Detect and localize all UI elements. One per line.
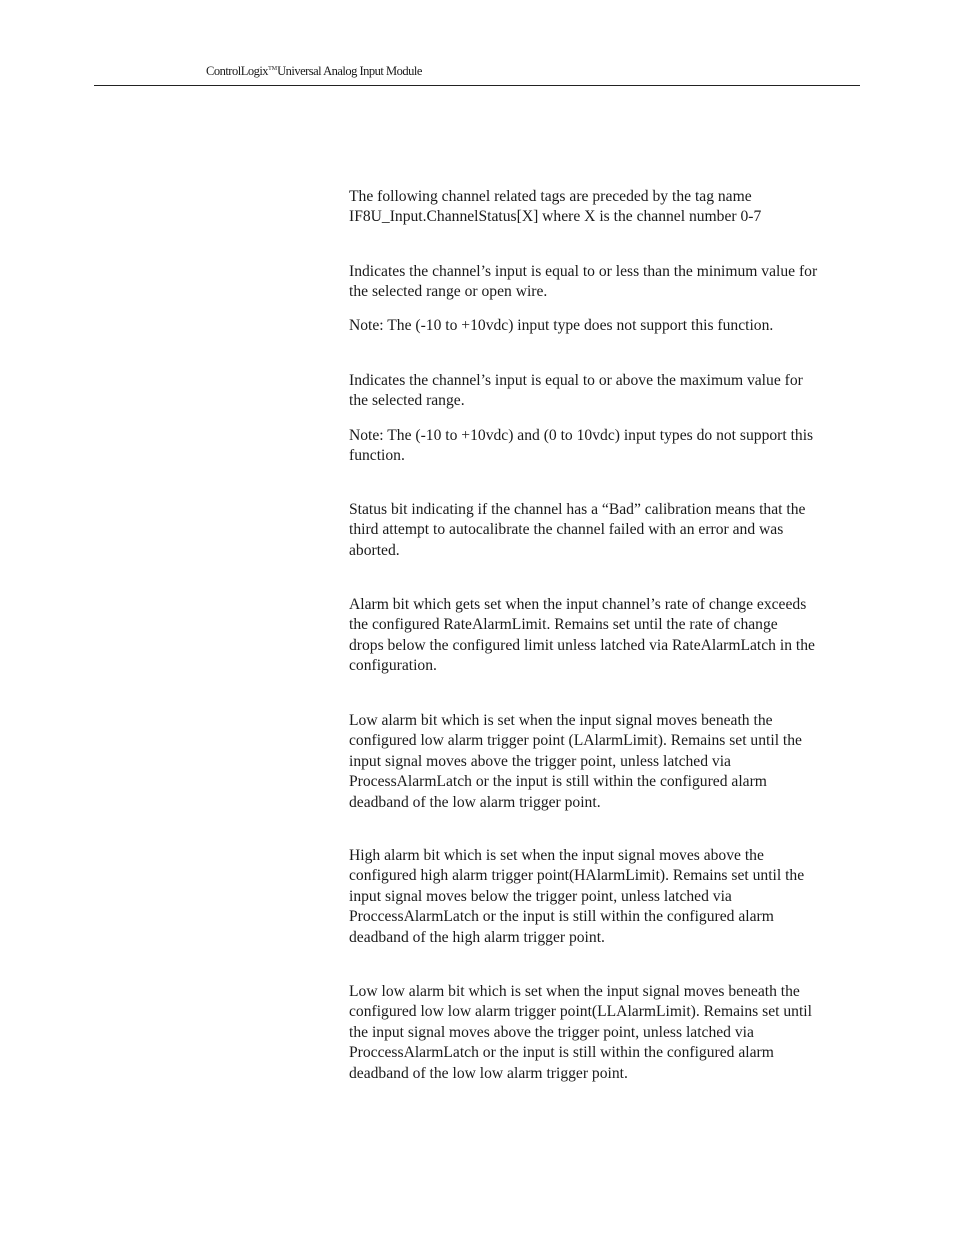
text-line: configured low alarm trigger point (LAlarmLimit). Remains set until the	[349, 732, 802, 750]
overrange-note	[349, 426, 864, 467]
text-line: drops below the configured limit unless latched via RateAlarmLatch in the	[349, 636, 815, 654]
header-rule	[94, 85, 860, 86]
intro-paragraph	[349, 187, 864, 228]
header-title-part2: Universal Analog Input Module	[277, 64, 422, 78]
text-line: deadband of the high alarm trigger point.	[349, 928, 605, 946]
text-line: configured low low alarm trigger point(LLAlarmLimit). Remains set until	[349, 1003, 812, 1021]
text-line: Indicates the channel’s input is equal to or above the maximum value for	[349, 372, 803, 389]
underrange-description	[349, 262, 864, 303]
text-line: configuration.	[349, 657, 437, 675]
text-line: High alarm bit which is set when the input signal moves above the	[349, 847, 764, 864]
text-line: aborted.	[349, 541, 400, 559]
text-line: ProcessAlarmLatch or the input is still within the configured alarm	[349, 773, 767, 791]
calibration-fault-description	[349, 500, 864, 561]
text-line: Note: The (-10 to +10vdc) and (0 to 10vdc) input types do not support this	[349, 427, 814, 444]
text-line: Low low alarm bit which is set when the input signal moves beneath the	[349, 983, 800, 1000]
text-line: Indicates the channel’s input is equal to or less than the minimum value for	[349, 263, 818, 280]
text-line: third attempt to autocalibrate the channel failed with an error and was	[349, 521, 784, 539]
overrange-description	[349, 371, 864, 412]
text-line: input signal moves below the trigger point, unless latched via	[349, 887, 732, 905]
low-alarm-description	[349, 711, 864, 813]
rate-alarm-description	[349, 595, 864, 677]
trademark-symbol: TM	[268, 66, 278, 72]
text-line: the selected range.	[349, 392, 465, 410]
text-line: The following channel related tags are preceded by the tag name	[349, 188, 752, 205]
text-line: Alarm bit which gets set when the input channel’s rate of change exceeds	[349, 596, 807, 613]
running-header	[206, 64, 422, 79]
text-line: the input signal moves above the trigger point, unless latched via	[349, 1023, 754, 1041]
text-line: Status bit indicating if the channel has a “Bad” calibration means that the	[349, 501, 806, 518]
text-line: the configured RateAlarmLimit. Remains set until the rate of change	[349, 616, 778, 634]
text-line: the selected range or open wire.	[349, 283, 548, 301]
text-line: IF8U_Input.ChannelStatus[X] where X is the channel number 0-7	[349, 208, 762, 226]
text-line: Note: The (-10 to +10vdc) input type does not support this function.	[349, 317, 774, 334]
text-line: ProccessAlarmLatch or the input is still within the configured alarm	[349, 1044, 774, 1062]
text-line: ProccessAlarmLatch or the input is still within the configured alarm	[349, 908, 774, 926]
text-line: deadband of the low alarm trigger point.	[349, 793, 601, 811]
underrange-note	[349, 316, 864, 336]
low-low-alarm-description	[349, 982, 864, 1084]
text-line: input signal moves above the trigger point, unless latched via	[349, 752, 731, 770]
header-title-part1: ControlLogix	[206, 64, 269, 78]
text-line: deadband of the low low alarm trigger point.	[349, 1064, 628, 1082]
text-line: configured high alarm trigger point(HAlarmLimit). Remains set until the	[349, 867, 805, 885]
text-line: function.	[349, 447, 405, 465]
high-alarm-description	[349, 846, 864, 948]
text-line: Low alarm bit which is set when the input signal moves beneath the	[349, 712, 773, 729]
